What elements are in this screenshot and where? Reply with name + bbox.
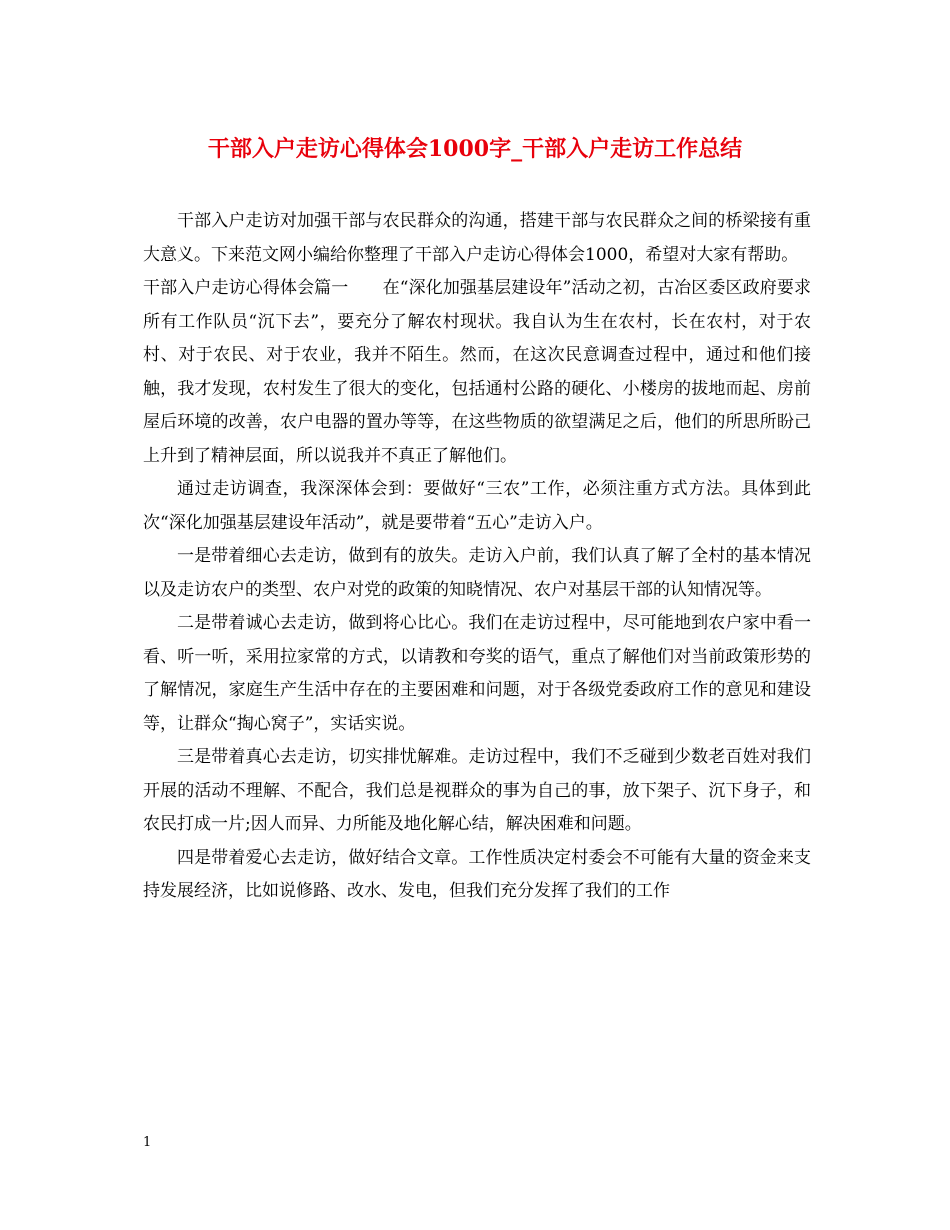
paragraph-part-one: 干部入户走访心得体会篇一 在“深化加强基层建设年”活动之初，古冶区委区政府要求所有工作队员“沉下去”，要充分了解农村现状。我自认为生在农村，长在农村，对于农村、对于农民、对于农业，我并不陌生。然而，在这次民意调查过程中，通过和他们接触，我才发现，农村发生了很大的变化，包括通村公路的硬化、小楼房的拔地而起、房前屋后环境的改善，农户电器的置办等等，在这些物质的欲望满足之后，他们的所思所盼己上升到了精神层面，所以说我并不真正了解他们。 <box>143 278 811 466</box>
paragraph-point-one: 一是带着细心去走访，做到有的放失。走访入户前，我们认真了解了全村的基本情况以及走访农户的类型、农户对党的政策的知晓情况、农户对基层干部的认知情况等。 <box>143 546 811 600</box>
paragraph-five-hearts: 通过走访调查，我深深体会到：要做好“三农”工作，必须注重方式方法。具体到此次“深化加强基层建设年活动”，就是要带着“五心”走访入户。 <box>143 479 811 533</box>
paragraph-point-three: 三是带着真心去走访，切实排忧解难。走访过程中，我们不乏碰到少数老百姓对我们开展的活动不理解、不配合，我们总是视群众的事为自己的事，放下架子、沉下身子，和农民打成一片;因人而异、力所能及地化解心结，解决困难和问题。 <box>143 747 811 834</box>
paragraph-point-two: 二是带着诚心去走访，做到将心比心。我们在走访过程中，尽可能地到农户家中看一看、听一听，采用拉家常的方式，以请教和夸奖的语气，重点了解他们对当前政策形势的了解情况，家庭生产生活中存在的主要困难和问题，对于各级党委政府工作的意见和建设等，让群众“掏心窝子”，实话实说。 <box>143 613 811 734</box>
page-number: 1 <box>143 1135 152 1150</box>
paragraph-point-four: 四是带着爱心去走访，做好结合文章。工作性质决定村委会不可能有大量的资金来支持发展经济，比如说修路、改水、发电，但我们充分发挥了我们的工作 <box>143 847 811 901</box>
paragraph-intro: 干部入户走访对加强干部与农民群众的沟通，搭建干部与农民群众之间的桥梁接有重大意义。下来范文网小编给你整理了干部入户走访心得体会1000，希望对大家有帮助。 <box>143 211 811 265</box>
document-title: 干部入户走访心得体会1000字_干部入户走访工作总结 <box>207 136 743 162</box>
document-body <box>143 205 811 909</box>
